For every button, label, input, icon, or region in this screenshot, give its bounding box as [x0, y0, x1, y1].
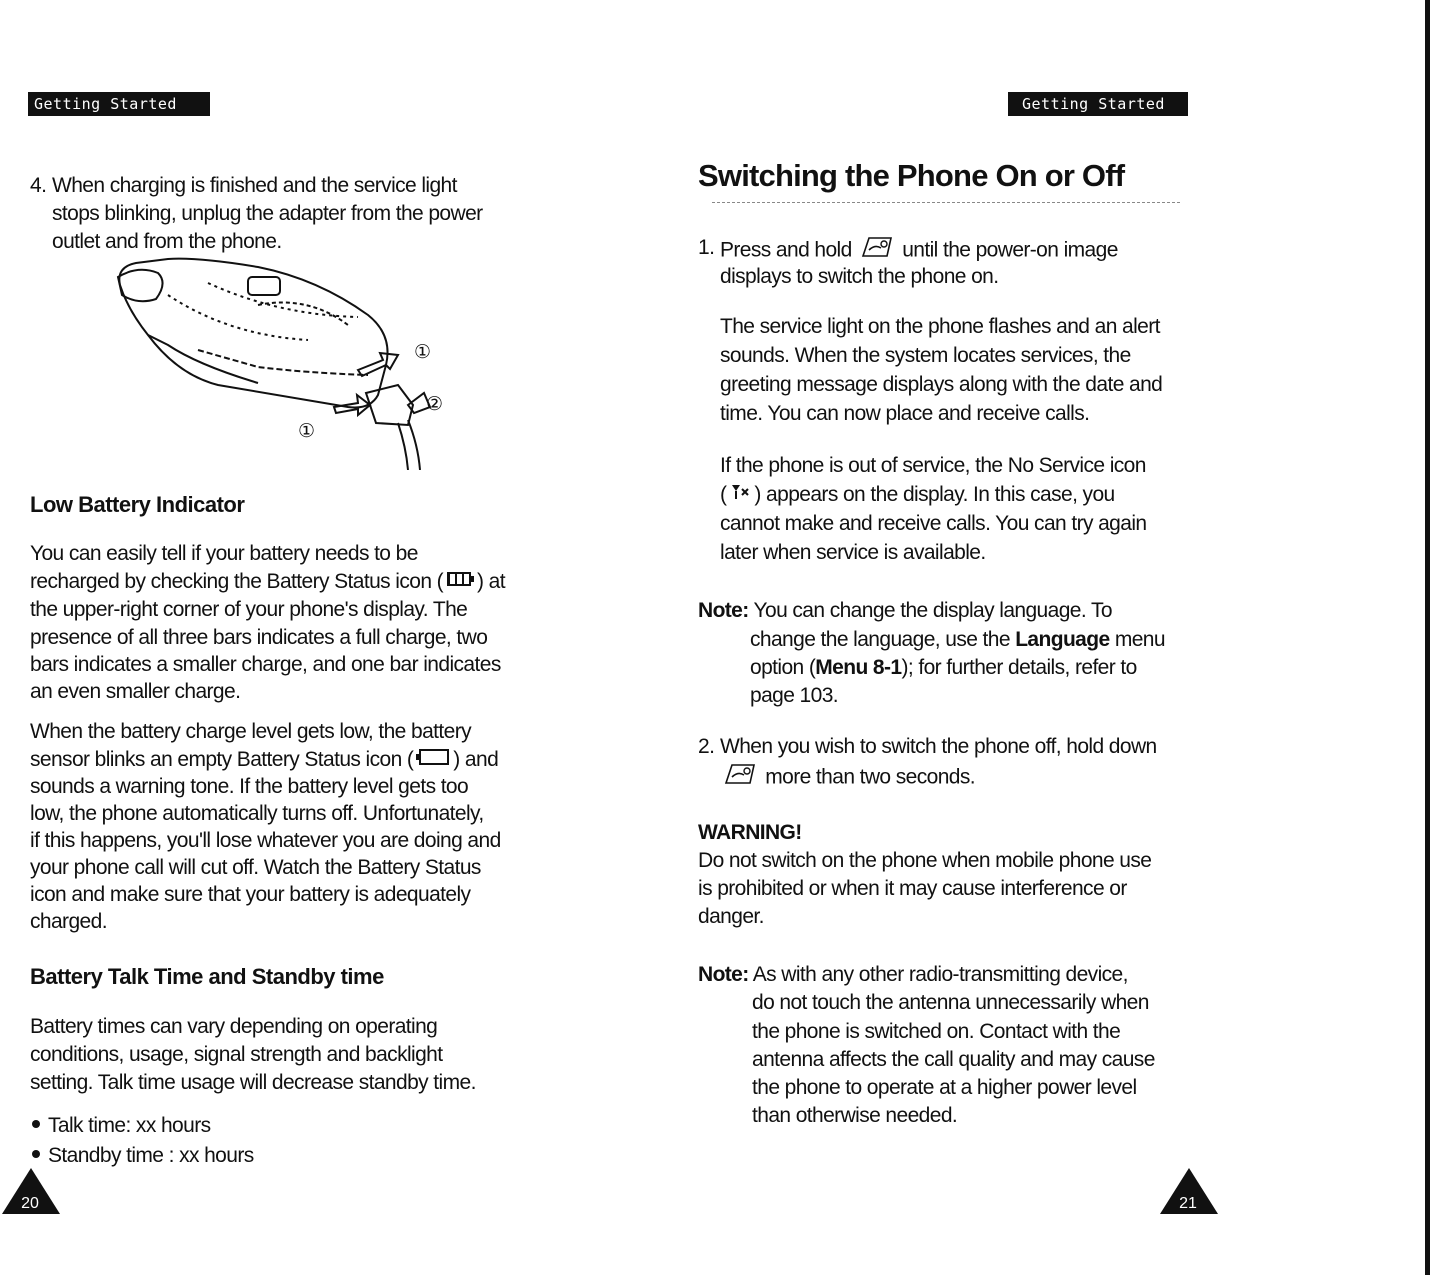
- paragraph-line: if this happens, you'll lose whatever you are doing and: [30, 829, 501, 852]
- paragraph-line: low, the phone automatically turns off. Unfortunately,: [30, 802, 484, 825]
- paragraph-line: bars indicates a smaller charge, and one bar indicates: [30, 653, 501, 676]
- paragraph-line: sounds. When the system locates services, the: [720, 344, 1131, 367]
- step-2-line: When you wish to switch the phone off, hold down: [720, 735, 1157, 758]
- note-line: option (Menu 8-1); for further details, refer to: [750, 656, 1137, 679]
- power-end-key-icon: [722, 761, 758, 795]
- section-header-tab: Getting Started: [1008, 92, 1188, 116]
- note-line: Note: As with any other radio-transmitting device,: [698, 963, 1128, 986]
- bullet-item: Standby time : xx hours: [32, 1142, 254, 1170]
- step-number: 1.: [698, 236, 715, 259]
- paragraph-line: your phone call will cut off. Watch the Battery Status: [30, 856, 481, 879]
- warning-line: is prohibited or when it may cause interference or: [698, 877, 1127, 900]
- page-number: 21: [1179, 1195, 1197, 1212]
- paragraph-line: Battery times can vary depending on operating: [30, 1015, 438, 1038]
- note-label: Note:: [698, 963, 749, 986]
- note-line: Note: You can change the display language. To: [698, 599, 1112, 622]
- step-1-line: displays to switch the phone on.: [720, 265, 999, 288]
- warning-line: danger.: [698, 905, 764, 928]
- note-label: Note:: [698, 599, 749, 622]
- note-line: do not touch the antenna unnecessarily when: [752, 991, 1149, 1014]
- page-title: Switching the Phone On or Off: [698, 158, 1125, 193]
- page-number: 20: [21, 1195, 39, 1212]
- no-service-icon: [728, 481, 752, 509]
- paragraph-line: You can easily tell if your battery needs to be: [30, 542, 418, 565]
- charger-cable: [398, 423, 408, 470]
- title-divider: [712, 202, 1180, 203]
- paragraph-line: time. You can now place and receive calls.: [720, 402, 1090, 425]
- callout-label: ①: [298, 420, 316, 442]
- section-header-tab: Getting Started: [28, 92, 210, 116]
- note-line: than otherwise needed.: [752, 1104, 958, 1127]
- page-number-badge: [0, 1166, 62, 1216]
- warning-line: Do not switch on the phone when mobile phone use: [698, 849, 1152, 872]
- bullet-item: Talk time: xx hours: [32, 1112, 211, 1140]
- menu-keyword: Menu 8-1: [815, 656, 902, 679]
- callout-label: ②: [426, 393, 444, 415]
- paragraph-line: greeting message displays along with the date and: [720, 373, 1163, 396]
- bullet-icon: [32, 1120, 40, 1128]
- paragraph-line: sensor blinks an empty Battery Status icon ( ) and: [30, 746, 498, 774]
- paragraph-line: an even smaller charge.: [30, 680, 241, 703]
- arrow-icon: [358, 353, 398, 376]
- left-page: [0, 0, 700, 1275]
- step-4-line: stops blinking, unplug the adapter from the power: [52, 202, 483, 225]
- battery-empty-icon: [415, 746, 451, 774]
- phone-charging-illustration: [108, 255, 458, 470]
- step-2-line: more than two seconds.: [720, 761, 975, 795]
- page-number-badge: [1158, 1166, 1220, 1216]
- page-edge-line: [1425, 0, 1430, 1275]
- paragraph-line: The service light on the phone flashes and an alert: [720, 315, 1160, 338]
- paragraph-line: ( ) appears on the display. In this case, you: [720, 481, 1115, 509]
- note-line: antenna affects the call quality and may cause: [752, 1048, 1155, 1071]
- note-line: the phone is switched on. Contact with the: [752, 1020, 1121, 1043]
- callout-label: ①: [414, 341, 432, 363]
- step-number: 2.: [698, 735, 715, 758]
- paragraph-line: cannot make and receive calls. You can try again: [720, 512, 1147, 535]
- section-heading: Low Battery Indicator: [30, 492, 245, 517]
- step-number: 4.: [30, 174, 47, 197]
- section-heading: Battery Talk Time and Standby time: [30, 964, 384, 989]
- note-line: change the language, use the Language menu: [750, 628, 1165, 651]
- paragraph-line: presence of all three bars indicates a full charge, two: [30, 626, 488, 649]
- paragraph-line: sounds a warning tone. If the battery level gets too: [30, 775, 469, 798]
- paragraph-line: icon and make sure that your battery is adequately: [30, 883, 471, 906]
- charger-plug: [366, 385, 413, 425]
- paragraph-line: When the battery charge level gets low, the battery: [30, 720, 471, 743]
- paragraph-line: If the phone is out of service, the No Service icon: [720, 454, 1146, 477]
- charger-cable: [408, 420, 420, 470]
- menu-keyword: Language: [1015, 628, 1110, 651]
- step-4-line: When charging is finished and the service light: [52, 174, 457, 197]
- bullet-icon: [32, 1150, 40, 1158]
- battery-full-icon: [445, 568, 475, 596]
- phone-hinge: [118, 270, 163, 301]
- step-1-line: Press and hold until the power-on image: [720, 234, 1118, 268]
- paragraph-line: later when service is available.: [720, 541, 986, 564]
- phone-display-window: [248, 277, 280, 295]
- paragraph-line: setting. Talk time usage will decrease standby time.: [30, 1071, 476, 1094]
- paragraph-line: recharged by checking the Battery Status icon ( ) at: [30, 568, 505, 596]
- paragraph-line: charged.: [30, 910, 107, 933]
- note-line: the phone to operate at a higher power level: [752, 1076, 1137, 1099]
- note-line: page 103.: [750, 684, 839, 707]
- paragraph-line: the upper-right corner of your phone's display. The: [30, 598, 468, 621]
- phone-body-outline: [119, 259, 387, 408]
- right-page: [690, 0, 1410, 1275]
- paragraph-line: conditions, usage, signal strength and backlight: [30, 1043, 443, 1066]
- warning-heading: WARNING!: [698, 821, 802, 844]
- step-4-line: outlet and from the phone.: [52, 230, 282, 253]
